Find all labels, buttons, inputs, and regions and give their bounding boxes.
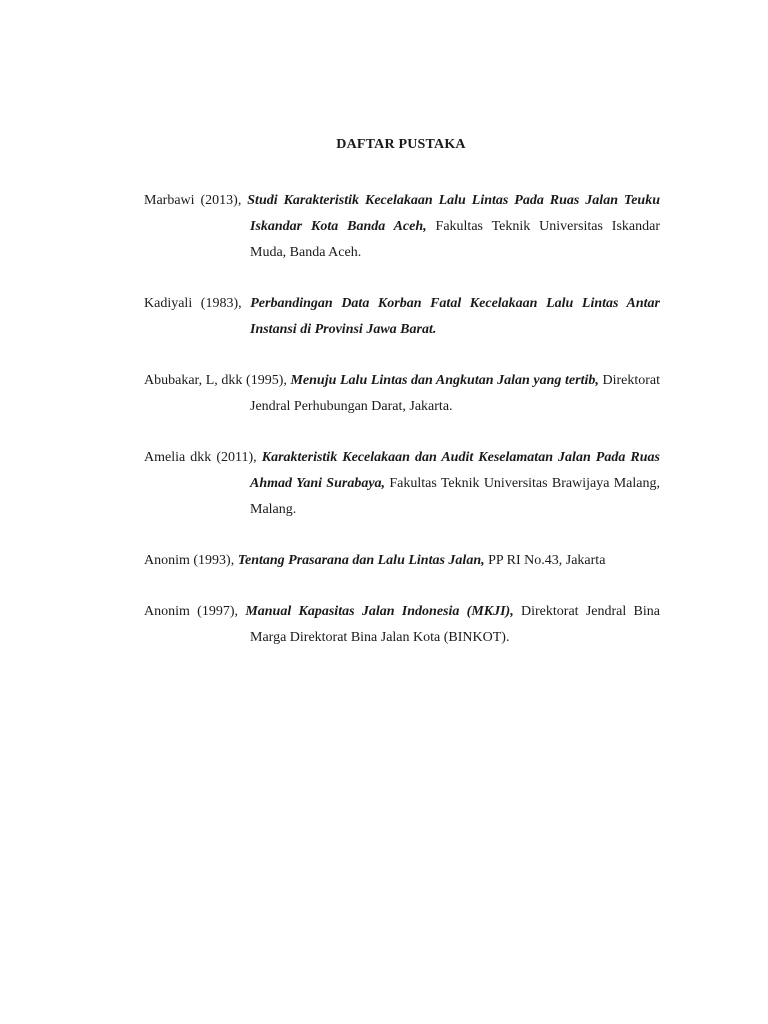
reference-item: [144, 291, 660, 343]
page-title: DAFTAR PUSTAKA: [336, 137, 466, 152]
reference-publisher: Direktorat Jendral Perhubungan Darat, Jakarta.: [250, 373, 661, 414]
reference-title: Studi Karakteristik Kecelakaan Lalu Lintas Pada Ruas Jalan Teuku Iskandar Kota Banda Aceh,: [247, 193, 660, 234]
reference-publisher: Fakultas Teknik Universitas Brawijaya Malang, Malang.: [250, 476, 660, 517]
reference-item: [144, 368, 660, 420]
reference-title: Menuju Lalu Lintas dan Angkutan Jalan yang tertib,: [290, 373, 599, 388]
reference-publisher: Direktorat Jendral Bina Marga Direktorat Bina Jalan Kota (BINKOT).: [250, 604, 660, 645]
reference-item: [144, 548, 660, 574]
reference-item: [144, 599, 660, 651]
reference-item: [144, 445, 660, 523]
reference-author: Anonim (1997),: [144, 604, 246, 619]
reference-publisher: Fakultas Teknik Universitas Iskandar Muda, Banda Aceh.: [250, 219, 660, 260]
reference-title: Manual Kapasitas Jalan Indonesia (MKJI),: [245, 604, 514, 619]
reference-item: [144, 188, 660, 266]
reference-author: Marbawi (2013),: [144, 193, 248, 208]
reference-author: Amelia dkk (2011),: [144, 450, 262, 465]
reference-author: Kadiyali (1983),: [144, 296, 251, 311]
reference-title: Karakteristik Kecelakaan dan Audit Keselamatan Jalan Pada Ruas Ahmad Yani Surabaya,: [250, 450, 660, 491]
reference-author: Anonim (1993),: [144, 553, 238, 568]
reference-title: Perbandingan Data Korban Fatal Kecelakaan Lalu Lintas Antar Instansi di Provinsi Jawa Barat.: [250, 296, 661, 337]
reference-list: [144, 188, 660, 676]
reference-publisher: PP RI No.43, Jakarta: [484, 553, 606, 568]
reference-author: Abubakar, L, dkk (1995),: [144, 373, 291, 388]
reference-title: Tentang Prasarana dan Lalu Lintas Jalan,: [237, 553, 485, 568]
